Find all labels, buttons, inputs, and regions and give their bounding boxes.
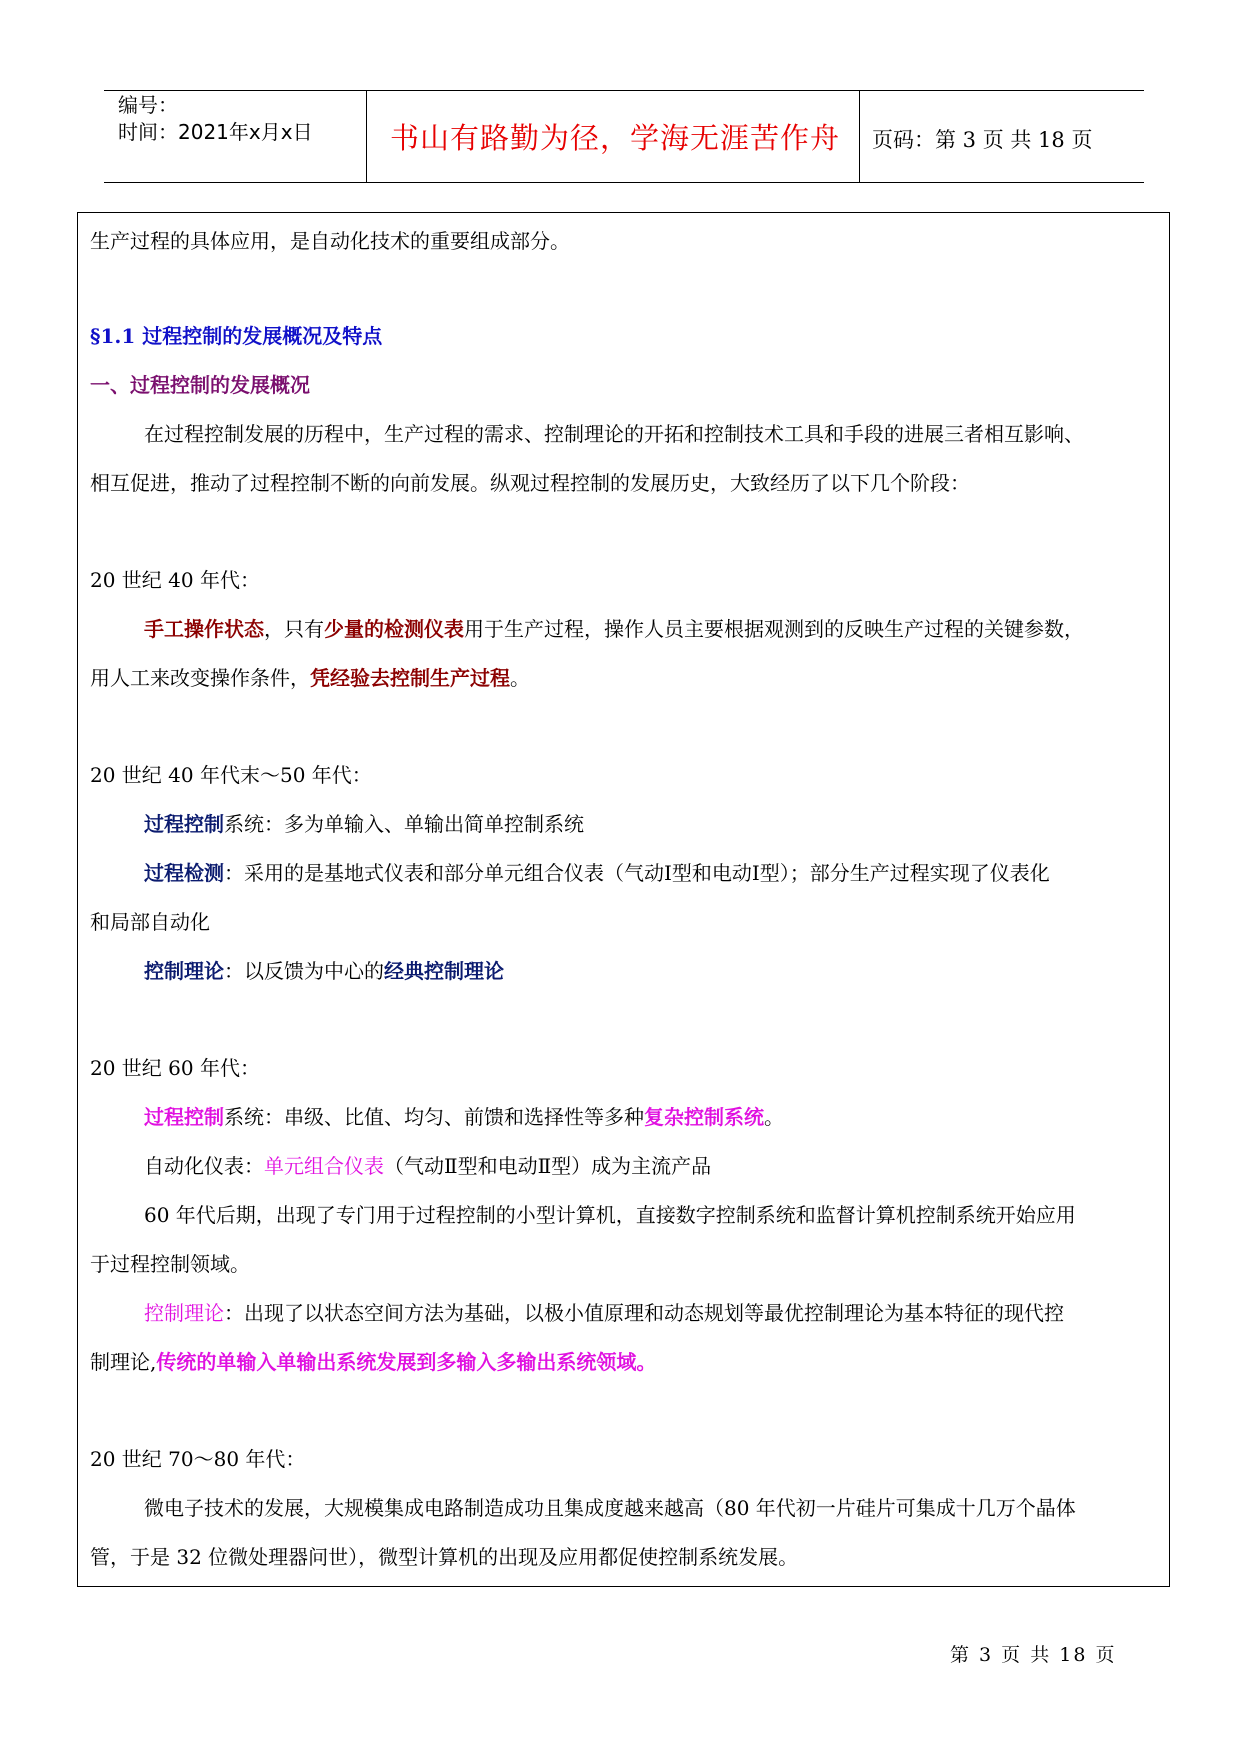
header-bottom-rule <box>104 182 1144 183</box>
era1-text: 用于生产过程，操作人员主要根据观测到的反映生产过程的关键参数， <box>464 617 1084 641</box>
era2-term-detection: 过程检测 <box>144 861 224 885</box>
header-number-label: 编号： <box>118 93 178 117</box>
era3-line3: 60 年代后期，出现了专门用于过程控制的小型计算机，直接数字控制系统和监督计算机控制系统开始应用 <box>144 1203 1076 1227</box>
era1-term-experience: 凭经验去控制生产过程 <box>310 666 510 690</box>
era3-text: 自动化仪表： <box>144 1154 264 1178</box>
header-top-rule <box>104 90 1144 91</box>
era1-title: 20 世纪 40 年代： <box>90 568 260 592</box>
intro-text: 生产过程的具体应用，是自动化技术的重要组成部分。 <box>90 229 570 253</box>
era1-text: 。 <box>510 666 530 690</box>
era1-text: 用人工来改变操作条件， <box>90 666 310 690</box>
era2-line4 <box>144 958 504 984</box>
era4-title: 20 世纪 70～80 年代： <box>90 1447 306 1471</box>
header-time-label: 时间：2021年x月x日 <box>118 120 313 144</box>
era3-title: 20 世纪 60 年代： <box>90 1056 260 1080</box>
era2-line2 <box>144 860 1050 886</box>
era2-text: ：采用的是基地式仪表和部分单元组合仪表（气动Ⅰ型和电动Ⅰ型）；部分生产过程实现了仪表化 <box>224 861 1050 885</box>
footer-page-number: 第 3 页 共 18 页 <box>950 1644 1117 1666</box>
era4-line1: 微电子技术的发展，大规模集成电路制造成功且集成度越来越高（80 年代初一片硅片可集成十几万个晶体 <box>144 1496 1076 1520</box>
era3-term-complex: 复杂控制系统 <box>644 1105 764 1129</box>
era2-text: 系统：多为单输入、单输出简单控制系统 <box>224 812 584 836</box>
header-page-label: 页码：第 3 页 共 18 页 <box>872 128 1093 152</box>
era2-line3: 和局部自动化 <box>90 910 210 934</box>
era1-term-instruments: 少量的检测仪表 <box>324 617 464 641</box>
era4-line2: 管，于是 32 位微处理器问世），微型计算机的出现及应用都促使控制系统发展。 <box>90 1545 799 1569</box>
era2-text: ：以反馈为中心的 <box>224 959 384 983</box>
header-meta <box>118 92 313 146</box>
era3-line5 <box>144 1300 1064 1326</box>
para1-line2: 相互促进，推动了过程控制不断的向前发展。纵观过程控制的发展历史，大致经历了以下几个阶段： <box>90 471 970 495</box>
era3-line2 <box>144 1153 711 1179</box>
era3-term-theory: 控制理论 <box>144 1301 224 1325</box>
content-box <box>77 212 1170 1587</box>
era3-line1 <box>144 1104 784 1130</box>
era1-text: ，只有 <box>264 617 324 641</box>
era3-line6 <box>90 1349 656 1375</box>
era3-text: 。 <box>764 1105 784 1129</box>
era1-line2 <box>90 665 530 691</box>
era1-line1 <box>144 616 1084 642</box>
era1-term-manual: 手工操作状态 <box>144 617 264 641</box>
era3-text: （气动Ⅱ型和电动Ⅱ型）成为主流产品 <box>384 1154 712 1178</box>
era2-term-theory: 控制理论 <box>144 959 224 983</box>
era3-text: 制理论, <box>90 1350 157 1374</box>
era3-line4: 于过程控制领域。 <box>90 1252 250 1276</box>
para1-line1: 在过程控制发展的历程中，生产过程的需求、控制理论的开拓和控制技术工具和手段的进展三者相互影响、 <box>144 422 1084 446</box>
era2-term-control: 过程控制 <box>144 812 224 836</box>
header-divider-1 <box>366 90 367 182</box>
era3-text: ：出现了以状态空间方法为基础，以极小值原理和动态规划等最优控制理论为基本特征的现代控 <box>224 1301 1064 1325</box>
era2-term-classic-theory: 经典控制理论 <box>384 959 504 983</box>
era3-text: 系统：串级、比值、均匀、前馈和选择性等多种 <box>224 1105 644 1129</box>
header-motto: 书山有路勤为径，学海无涯苦作舟 <box>389 121 840 155</box>
era3-term-control: 过程控制 <box>144 1105 224 1129</box>
section-title: §1.1 过程控制的发展概况及特点 <box>90 324 383 348</box>
subsection-title: 一、过程控制的发展概况 <box>90 373 310 397</box>
era2-title: 20 世纪 40 年代末～50 年代： <box>90 763 372 787</box>
era2-line1 <box>144 811 584 837</box>
era3-term-unit: 单元组合仪表 <box>264 1154 384 1178</box>
era3-term-mimo: 传统的单输入单输出系统发展到多输入多输出系统领域。 <box>156 1350 657 1374</box>
